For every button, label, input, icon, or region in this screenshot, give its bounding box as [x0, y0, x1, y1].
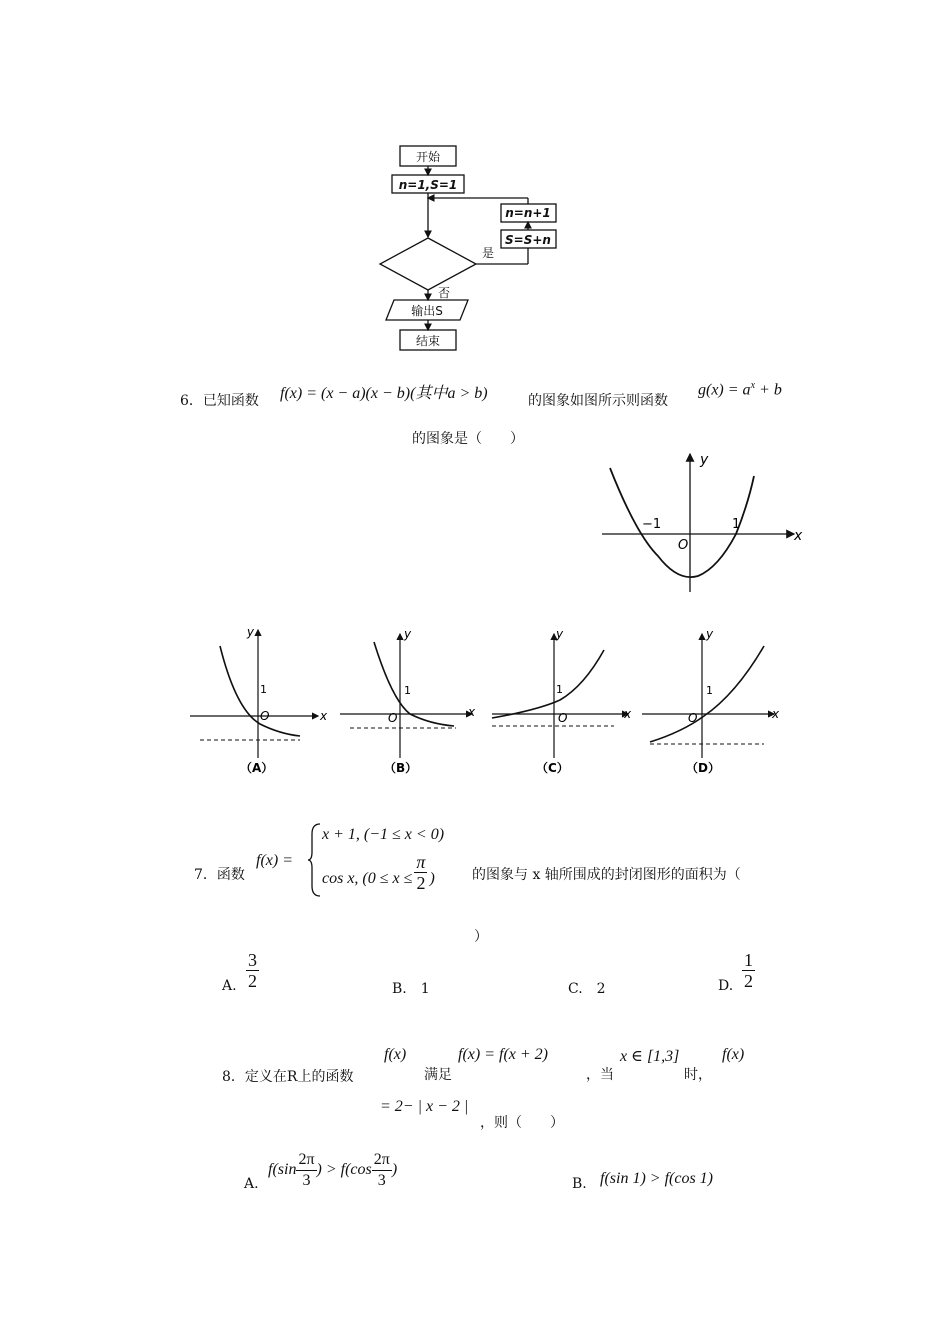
option-c-y: y: [556, 627, 564, 641]
option-c-x: x: [624, 707, 632, 721]
q8-number: 8．: [222, 1069, 245, 1085]
q7-d-num: 1: [744, 950, 753, 970]
init-label: n=1,S=1: [398, 178, 458, 192]
q7-close: ）: [474, 929, 488, 945]
q8-lead: [222, 1066, 353, 1086]
option-c-origin: O: [558, 711, 568, 725]
option-c-graph: [492, 627, 632, 775]
q8-interval: x ∈ [1,3]: [620, 1048, 680, 1065]
q6-parabola-graph: [598, 448, 808, 596]
q7-option-a: [246, 950, 259, 991]
q6-f-def: f(x) = (x − a)(x − b)(其中a > b): [280, 385, 488, 402]
q6-g-base: g(x) = a: [698, 381, 751, 399]
q6-mid: 的图象如图所示则函数: [528, 393, 668, 409]
q6-g-def: [698, 380, 782, 399]
q8-time: 时，: [684, 1067, 712, 1083]
q8-lead-text: 定义在R上的函数: [244, 1069, 354, 1085]
q6-line1: [180, 390, 259, 410]
option-b-x: x: [468, 705, 476, 719]
end-label: 结束: [415, 334, 441, 348]
flowchart: [360, 140, 560, 355]
q7-lead-text: 函数: [216, 867, 245, 883]
q6-line2: 的图象是（ ）: [412, 431, 524, 447]
option-a-label: （A）: [240, 761, 274, 775]
q7-option-b: B. 1: [392, 981, 430, 997]
q7-f-lhs: f(x) =: [256, 852, 293, 869]
q8-fx: f(x): [384, 1046, 407, 1063]
option-d-label: （D）: [686, 761, 720, 775]
q8-rhs: = 2− | x − 2 |: [380, 1098, 469, 1115]
q6-g-sup: x: [750, 380, 756, 391]
yes-label: 是: [481, 246, 495, 260]
q7-lead: [194, 864, 245, 884]
option-c-label: （C）: [536, 761, 569, 775]
q8-a-part1: f(sin: [268, 1161, 297, 1179]
q8-a-den2: 3: [377, 1172, 386, 1189]
q8-option-b-label: B.: [572, 1176, 587, 1192]
q7-a-den: 2: [248, 971, 257, 991]
start-label: 开始: [415, 150, 441, 164]
option-b-graph: [340, 627, 476, 775]
option-b-one: 1: [404, 684, 411, 697]
output-label: 输出S: [411, 304, 443, 318]
step-n-label: n=n+1: [505, 206, 551, 220]
q8-option-a-label: A.: [244, 1176, 259, 1192]
q6-lead: 已知函数: [202, 393, 259, 409]
decision-diamond: [380, 238, 476, 290]
option-d-one: 1: [706, 684, 713, 697]
q7-option-a-label: A.: [222, 978, 237, 994]
q8-a-num2: 2π: [372, 1150, 392, 1171]
option-b-origin: O: [388, 711, 398, 725]
q8-cond: f(x) = f(x + 2): [458, 1046, 548, 1063]
option-c-one: 1: [556, 683, 563, 696]
option-d-x: x: [772, 707, 780, 721]
q7-case1: x + 1, (−1 ≤ x < 0): [322, 826, 445, 843]
option-a-origin: O: [260, 709, 270, 723]
q8-then: ，则（ ）: [480, 1115, 564, 1131]
left-root-label: −1: [642, 517, 662, 532]
q8-a-part3: ): [391, 1161, 398, 1179]
y-label: y: [700, 452, 709, 468]
q7-case2-num: π: [416, 852, 426, 872]
option-a-y: y: [246, 625, 254, 639]
x-label: x: [794, 528, 803, 544]
option-d-origin: O: [688, 711, 698, 725]
q7-option-d: [742, 950, 755, 991]
q7-tail: 的图象与 x 轴所围成的封闭图形的面积为（: [472, 867, 741, 883]
no-label: 否: [438, 286, 451, 300]
origin-label: O: [678, 538, 689, 553]
q8-a-part2: ) > f(cos: [316, 1161, 372, 1179]
q7-d-den: 2: [744, 971, 753, 991]
q7-case2-b: ): [429, 870, 435, 888]
q7-a-num: 3: [248, 950, 257, 970]
option-a-x: x: [320, 709, 328, 723]
option-b-y: y: [404, 627, 412, 641]
q8-fx2: f(x): [722, 1046, 745, 1063]
q8-option-a: [268, 1150, 397, 1191]
option-d-y: y: [706, 627, 714, 641]
option-a-one: 1: [260, 683, 267, 696]
q8-a-den1: 3: [302, 1172, 311, 1189]
q7-option-d-label: D.: [718, 978, 734, 994]
q7-case2-den: 2: [416, 873, 426, 893]
option-b-label: （B）: [384, 761, 418, 775]
q7-option-c: C. 2: [568, 981, 606, 997]
q8-option-b: f(sin 1) > f(cos 1): [600, 1170, 713, 1187]
q7-case2-a: cos x, (0 ≤ x ≤: [322, 870, 413, 888]
q8-when: ，当: [586, 1067, 614, 1083]
right-root-label: 1: [732, 517, 741, 532]
q7-brace: [308, 822, 322, 898]
q7-number: 7．: [194, 867, 217, 883]
q8-a-num1: 2π: [296, 1150, 316, 1171]
q6-number: 6．: [180, 393, 203, 409]
q6-g-tail: + b: [755, 381, 782, 399]
q6-options-graphs: [188, 620, 788, 785]
option-a-graph: [190, 625, 328, 775]
option-d-graph: [642, 627, 780, 775]
q8-cond-text: 满足: [424, 1067, 452, 1083]
step-s-label: S=S+n: [505, 233, 551, 247]
q7-case2: [322, 852, 435, 893]
